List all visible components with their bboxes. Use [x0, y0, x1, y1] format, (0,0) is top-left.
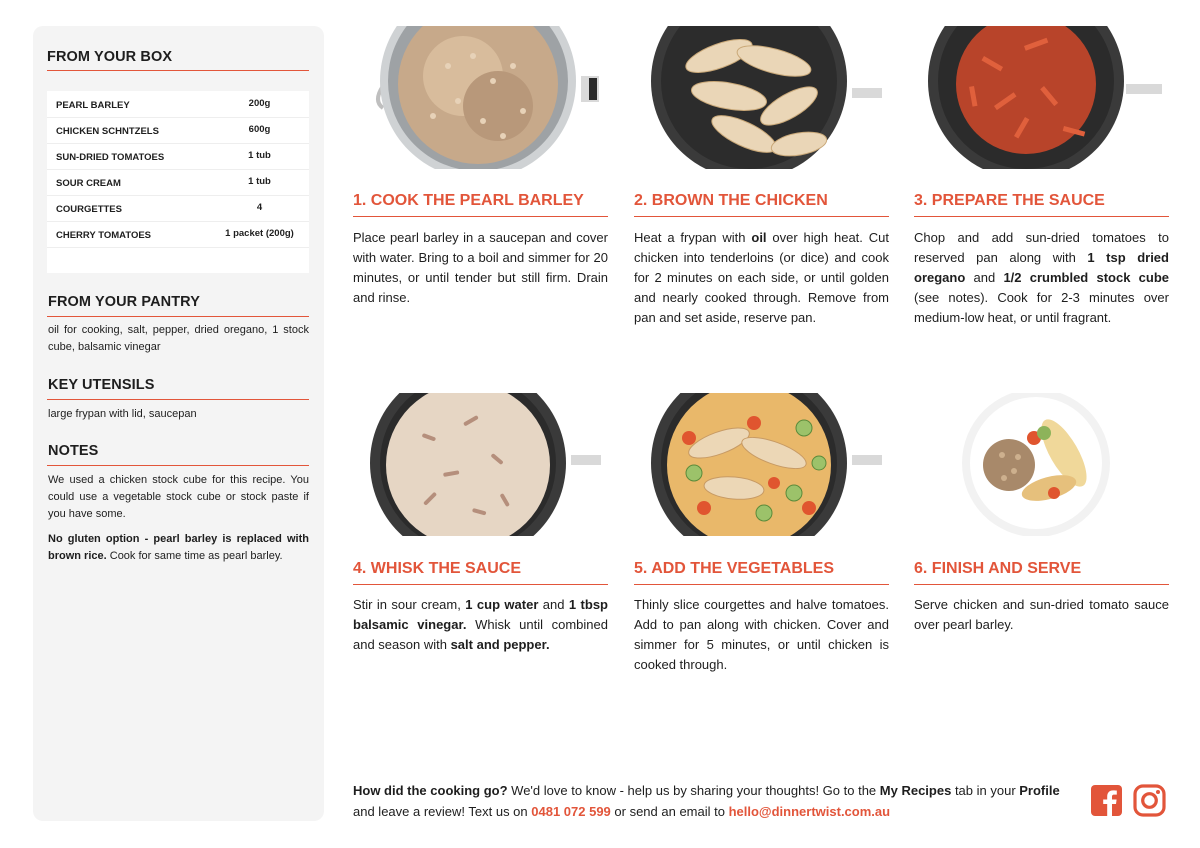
table-row: [47, 143, 309, 170]
ingredient-name: SUN-DRIED TOMATOES: [56, 152, 165, 163]
step-1-rule: [353, 216, 608, 217]
step-3-text-part: and: [965, 270, 1004, 285]
email-link[interactable]: hello@dinnertwist.com.au: [728, 804, 891, 819]
feedback-footer: [353, 780, 1073, 822]
step-4-text-bold: salt and pepper.: [450, 637, 550, 652]
box-heading-rule: [47, 70, 309, 71]
step-3-title: 3. PREPARE THE SAUCE: [914, 192, 1105, 209]
footer-my-recipes: My Recipes: [879, 783, 952, 798]
step-3-text: [914, 228, 1169, 328]
table-row: [47, 91, 309, 118]
footer-question: How did the cooking go?: [353, 783, 508, 798]
notes-heading-rule: [47, 465, 309, 466]
footer-text: and leave a review! Text us on: [353, 804, 532, 819]
step-1-text: [353, 228, 608, 308]
step-6-text-part: Serve chicken and sun-dried tomato sauce over pearl barley.: [914, 597, 1169, 632]
step-5-photo: [634, 393, 889, 536]
step-3-rule: [914, 216, 1169, 217]
table-row: [47, 117, 309, 144]
step-4-text: [353, 595, 608, 655]
step-2-text-part: Heat a frypan with: [634, 230, 752, 245]
pantry-heading: FROM YOUR PANTRY: [48, 294, 200, 310]
notes-text: We used a chicken stock cube for this recipe. You could use a vegetable stock cube or stock paste if you have some.: [48, 474, 309, 520]
step-5-text-part: Thinly slice courgettes and halve tomatoes. Add to pan along with chicken. Cover and simmer for 5 minutes, or until chicken is cooked through.: [634, 597, 889, 672]
step-3-text-bold: 1/2 crumbled stock cube: [1003, 270, 1169, 285]
step-2-text: [634, 228, 889, 328]
ingredient-qty: 200g: [248, 98, 271, 109]
step-2-text-bold: oil: [751, 230, 767, 245]
ingredient-name: PEARL BARLEY: [56, 100, 130, 111]
step-2-photo: [634, 26, 889, 169]
step-3-text-bold: 1 tsp dried oregano: [914, 250, 1169, 285]
step-1-photo: [353, 26, 608, 169]
ingredient-name: SOUR CREAM: [56, 178, 121, 189]
notes-gluten-tail: Cook for same time as pearl barley.: [106, 550, 283, 562]
footer-text: tab in your: [951, 783, 1020, 798]
ingredient-qty: 1 packet (200g): [225, 228, 294, 239]
step-5-rule: [634, 584, 889, 585]
step-2-rule: [634, 216, 889, 217]
step-6-title: 6. FINISH AND SERVE: [914, 560, 1082, 577]
step-4-title: 4. WHISK THE SAUCE: [353, 560, 522, 577]
step-4-text-bold: 1 tbsp balsamic vinegar.: [353, 597, 608, 632]
ingredient-qty: 1 tub: [248, 150, 271, 161]
table-row: [47, 169, 309, 196]
notes-gluten-bold: No gluten option - pearl barley is replaced with brown rice.: [48, 533, 309, 562]
sidebar: [33, 26, 324, 821]
step-5-text: [634, 595, 889, 675]
step-5: [634, 393, 889, 693]
step-3-text-part: (see notes). Cook for 2-3 minutes over medium-low heat, or until fragrant.: [914, 290, 1169, 325]
step-4-photo: [353, 393, 608, 536]
step-6: [914, 393, 1169, 693]
facebook-icon[interactable]: [1090, 784, 1123, 817]
step-4-rule: [353, 584, 608, 585]
step-2: [634, 26, 889, 326]
step-3-text-part: Chop and add sun-dried tomatoes to reserved pan along with: [914, 230, 1169, 265]
footer-text: or send an email to: [610, 804, 729, 819]
step-1: [353, 26, 608, 326]
table-row: [47, 221, 309, 248]
step-6-text: [914, 595, 1169, 635]
step-4-text-part: Whisk until combined and season with: [353, 617, 608, 652]
ingredient-qty: 4: [256, 202, 263, 213]
step-2-title: 2. BROWN THE CHICKEN: [634, 192, 828, 209]
ingredient-qty: 600g: [248, 124, 271, 135]
footer-text: We'd love to know - help us by sharing your thoughts! Go to the: [507, 783, 880, 798]
ingredient-name: COURGETTES: [56, 204, 122, 215]
phone-link[interactable]: 0481 072 599: [531, 804, 611, 819]
step-2-text-part: over high heat. Cut chicken into tenderloins (or dice) and cook for 2 minutes on each side, or until golden and nearly cooked through. Remove from pan and set aside, reserve pan.: [634, 230, 889, 325]
footer-profile: Profile: [1019, 783, 1060, 798]
step-3-photo: [914, 26, 1169, 169]
step-4-text-part: and: [538, 597, 569, 612]
step-4-text-part: Stir in sour cream,: [353, 597, 466, 612]
utensils-heading-rule: [47, 399, 309, 400]
utensils-heading: KEY UTENSILS: [48, 377, 155, 393]
step-5-title: 5. ADD THE VEGETABLES: [634, 560, 835, 577]
step-3: [914, 26, 1169, 326]
utensils-text: large frypan with lid, saucepan: [48, 408, 197, 420]
notes-gluten-text: [48, 531, 309, 565]
step-6-photo: [914, 393, 1169, 536]
ingredient-qty: 1 tub: [248, 176, 271, 187]
table-row: [47, 195, 309, 222]
pantry-text: oil for cooking, salt, pepper, dried oregano, 1 stock cube, balsamic vinegar: [48, 324, 309, 353]
step-1-title: 1. COOK THE PEARL BARLEY: [353, 192, 584, 209]
box-heading: FROM YOUR BOX: [47, 49, 173, 65]
ingredient-name: CHERRY TOMATOES: [56, 230, 152, 241]
instagram-icon[interactable]: [1133, 784, 1166, 817]
ingredient-name: CHICKEN SCHNTZELS: [56, 126, 159, 137]
pantry-heading-rule: [47, 316, 309, 317]
step-6-rule: [914, 584, 1169, 585]
step-4-text-bold: 1 cup water: [465, 597, 539, 612]
step-1-text-part: Place pearl barley in a saucepan and cover with water. Bring to a boil and simmer for 20 minutes, or until tender but still firm. Drain and rinse.: [353, 230, 608, 305]
box-ingredients-table: [47, 91, 309, 273]
notes-heading: NOTES: [48, 443, 99, 459]
step-4: [353, 393, 608, 693]
